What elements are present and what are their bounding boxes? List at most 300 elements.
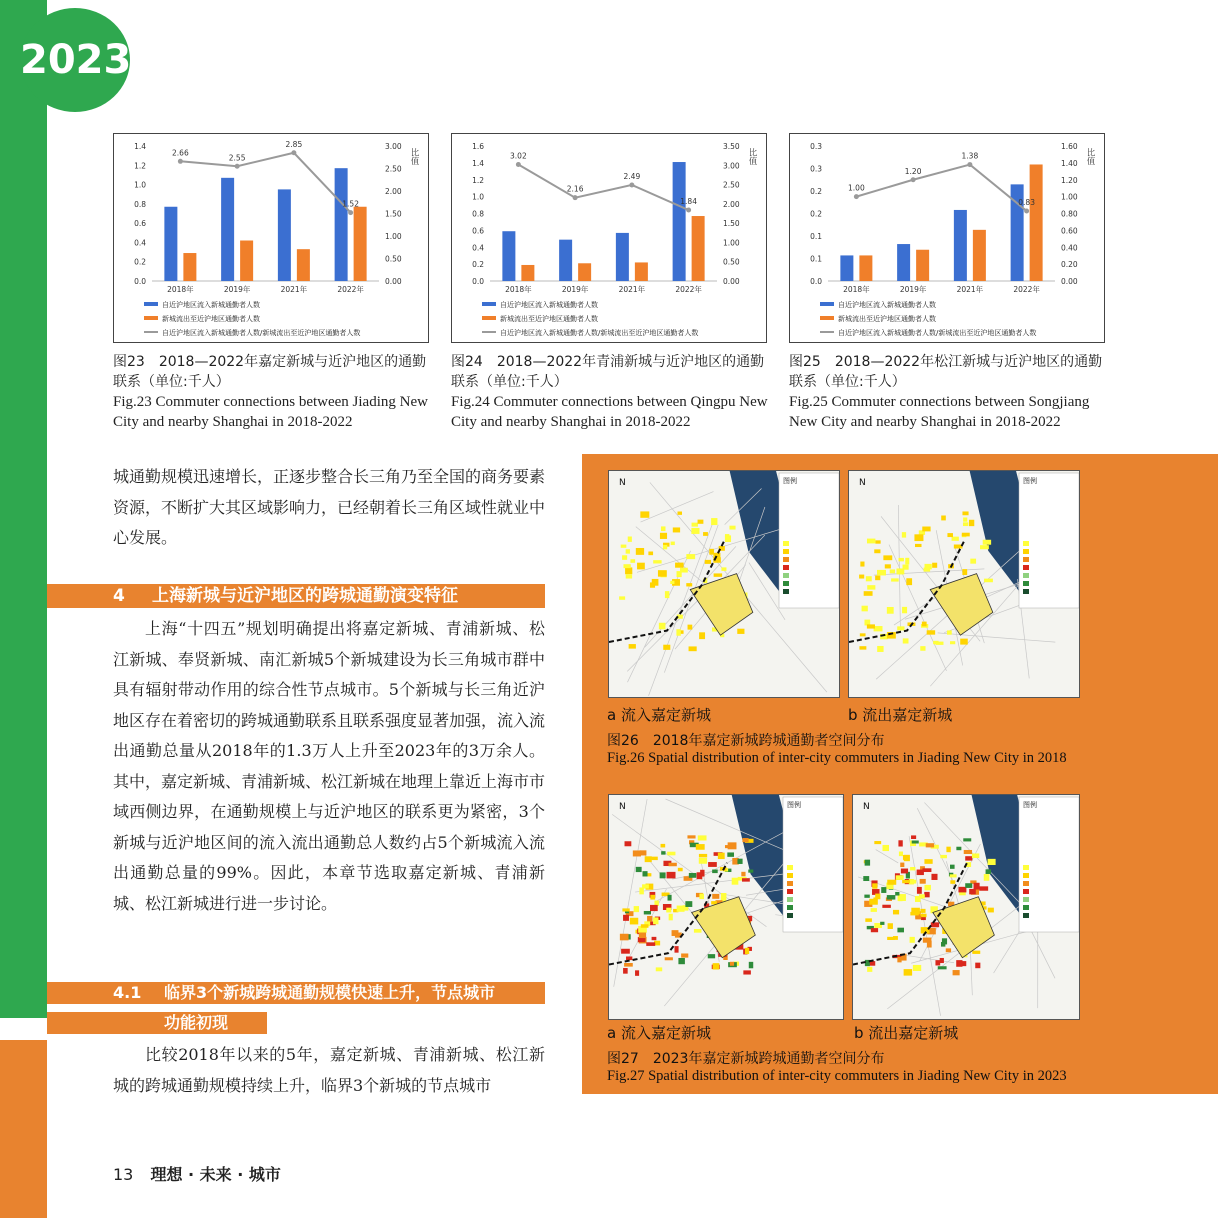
ratio-point (911, 177, 916, 182)
legend-label: 新城流出至近沪地区通勤者人数 (500, 315, 598, 323)
right-tick-label: 1.40 (1061, 158, 1078, 168)
commuter-density-cell (865, 918, 872, 922)
commuter-density-cell (963, 522, 968, 526)
side-bar-orange (0, 1040, 47, 1218)
commuter-density-cell (650, 895, 655, 900)
ratio-line (518, 165, 688, 211)
map-legend-swatch (787, 865, 793, 870)
commuter-density-cell (648, 551, 653, 555)
commuter-density-cell (946, 847, 950, 853)
map-legend-swatch (1023, 565, 1029, 570)
commuter-density-cell (670, 581, 674, 584)
commuter-density-cell (902, 607, 907, 613)
left-tick-label: 0.0 (134, 277, 146, 286)
commuter-density-cell (630, 559, 635, 563)
commuter-density-cell (626, 956, 632, 960)
commuter-density-cell (983, 540, 991, 545)
right-tick-label: 0.50 (723, 257, 740, 267)
bar-inflow (278, 189, 291, 281)
commuter-density-cell (748, 870, 753, 873)
chart-qingpu (451, 133, 767, 343)
ratio-point (291, 150, 296, 155)
commuter-density-cell (923, 938, 932, 943)
bar-inflow (897, 244, 910, 281)
commuter-density-cell (969, 520, 974, 526)
ratio-point (686, 208, 691, 213)
bar-inflow (221, 178, 234, 281)
map-2018-outflow (848, 470, 1080, 698)
commuter-density-cell (880, 922, 884, 925)
commuter-density-cell (935, 960, 940, 965)
fig27-caption-cn: 图27 2023年嘉定新城跨城通勤者空间分布 (607, 1051, 885, 1067)
map-legend-swatch (787, 905, 793, 910)
commuter-density-cell (947, 630, 952, 634)
commuter-density-cell (932, 563, 937, 568)
commuter-density-cell (883, 845, 889, 851)
ratio-point (573, 195, 578, 200)
commuter-density-cell (626, 549, 630, 553)
ratio-label: 0.83 (1018, 197, 1035, 207)
ratio-point (235, 164, 240, 169)
subsection-title-line2: 功能初现 (164, 1013, 229, 1032)
commuter-density-cell (678, 512, 682, 515)
commuter-density-cell (963, 517, 967, 521)
caption-fig24 (451, 352, 771, 432)
commuter-density-cell (860, 562, 864, 567)
commuter-density-cell (962, 511, 968, 515)
commuter-density-cell (860, 633, 866, 636)
commuter-density-cell (644, 911, 651, 914)
ratio-point (854, 194, 859, 199)
district-boundary (889, 545, 947, 671)
commuter-density-cell (946, 948, 951, 952)
left-tick-label: 0.3 (810, 164, 822, 174)
ratio-label: 1.52 (342, 199, 359, 209)
map-legend-swatch (783, 549, 789, 554)
map-legend-swatch (1023, 905, 1029, 910)
commuter-density-cell (980, 545, 989, 549)
right-tick-label: 3.50 (723, 142, 740, 151)
ratio-point (178, 159, 183, 164)
commuter-density-cell (689, 646, 697, 651)
commuter-density-cell (672, 930, 679, 936)
commuter-density-cell (650, 905, 658, 911)
left-tick-label: 0.6 (472, 226, 484, 236)
commuter-density-cell (641, 924, 649, 928)
commuter-density-cell (867, 585, 875, 589)
map-legend-swatch (1023, 889, 1029, 894)
subsection-title-line1: 临界3个新城跨城通勤规模快速上升，节点城市 (164, 983, 496, 1002)
left-tick-label: 0.0 (472, 277, 484, 286)
commuter-density-cell (979, 886, 988, 890)
map-2023-outflow (852, 794, 1080, 1020)
caption-fig25-cn: 图25 2018—2022年松江新城与近沪地区的通勤联系（单位:千人） (789, 354, 1103, 390)
map-legend-title: 图例 (1023, 801, 1037, 809)
commuter-density-cell (920, 909, 925, 913)
commuter-density-cell (912, 841, 919, 844)
commuter-density-cell (920, 879, 926, 884)
commuter-density-cell (902, 880, 910, 883)
commuter-density-cell (922, 527, 930, 532)
north-arrow-icon: N (619, 478, 626, 488)
commuter-density-cell (626, 574, 632, 578)
section-title: 上海新城与近沪地区的跨城通勤演变特征 (152, 586, 458, 606)
ratio-axis-label: 比值 (747, 148, 757, 165)
map-legend-swatch (1023, 897, 1029, 902)
ratio-label: 2.66 (172, 148, 189, 158)
right-tick-label: 1.50 (385, 209, 402, 219)
map-label-b-2023: b 流出嘉定新城 (854, 1024, 959, 1042)
map-legend-swatch (783, 557, 789, 562)
commuter-density-cell (898, 558, 903, 561)
commuter-density-cell (681, 953, 688, 957)
commuter-density-cell (699, 858, 707, 864)
commuter-density-cell (933, 641, 938, 644)
bar-outflow (183, 253, 196, 281)
commuter-density-cell (699, 893, 704, 899)
map-legend-title: 图例 (1023, 477, 1037, 485)
commuter-density-cell (864, 895, 869, 898)
commuter-density-cell (721, 567, 726, 571)
commuter-density-cell (942, 938, 947, 944)
commuter-density-cell (628, 536, 632, 541)
commuter-density-cell (686, 583, 692, 586)
bar-outflow (916, 250, 929, 281)
commuter-density-cell (904, 969, 912, 976)
commuter-density-cell (920, 914, 926, 917)
commuter-density-cell (913, 965, 921, 971)
commuter-density-cell (698, 835, 707, 840)
fig26-caption (607, 730, 1067, 767)
commuter-density-cell (950, 641, 955, 644)
commuter-density-cell (924, 892, 929, 897)
right-tick-label: 1.50 (723, 219, 740, 229)
right-tick-label: 0.60 (1061, 226, 1078, 236)
legend-swatch (482, 302, 496, 306)
commuter-density-cell (874, 841, 881, 844)
left-tick-label: 0.1 (810, 254, 822, 264)
commuter-density-cell (624, 963, 633, 967)
legend-swatch (144, 302, 158, 306)
commuter-density-cell (652, 579, 659, 586)
commuter-density-cell (676, 629, 680, 636)
legend-label: 自近沪地区流入新城通勤者人数 (500, 301, 598, 309)
commuter-density-cell (938, 966, 947, 969)
map-legend-swatch (787, 913, 793, 918)
map-legend-swatch (783, 589, 789, 594)
commuter-density-cell (924, 885, 930, 890)
commuter-density-cell (947, 533, 953, 537)
category-label: 2018年 (167, 285, 194, 294)
ratio-point (1024, 208, 1029, 213)
commuter-density-cell (623, 968, 628, 974)
map-legend-swatch (1023, 881, 1029, 886)
fig26-caption-cn: 图26 2018年嘉定新城跨城通勤者空间分布 (607, 733, 885, 749)
commuter-density-cell (673, 527, 680, 532)
commuter-density-cell (940, 958, 944, 963)
map-legend-swatch (783, 565, 789, 570)
year-badge: 2023 (20, 8, 130, 112)
category-label: 2021年 (280, 285, 308, 294)
district-boundary (649, 524, 713, 696)
caption-fig23-cn: 图23 2018—2022年嘉定新城与近沪地区的通勤联系（单位:千人） (113, 354, 427, 390)
commuter-density-cell (729, 526, 735, 530)
bar-outflow (297, 249, 310, 281)
commuter-density-cell (689, 873, 696, 878)
commuter-density-cell (941, 515, 946, 520)
bar-outflow (973, 230, 986, 281)
commuter-density-cell (699, 632, 705, 639)
bar-inflow (164, 207, 177, 281)
commuter-density-cell (925, 564, 932, 569)
legend-swatch (820, 316, 834, 320)
left-tick-label: 0.2 (134, 257, 146, 267)
commuter-density-cell (970, 559, 976, 564)
commuter-density-cell (713, 963, 720, 969)
caption-fig25-en: Fig.25 Commuter connections between Songjiang New City and nearby Shanghai in 2018-2022 (789, 394, 1090, 430)
commuter-density-cell (931, 874, 937, 880)
paragraph-2 (113, 614, 545, 919)
bar-outflow (859, 255, 872, 281)
map-2018-inflow (608, 470, 840, 698)
bar-inflow (673, 162, 686, 281)
legend-label: 新城流出至近沪地区通勤者人数 (162, 315, 260, 323)
category-label: 2018年 (505, 285, 532, 294)
bar-outflow (578, 263, 591, 281)
commuter-density-cell (859, 575, 864, 579)
north-arrow-icon: N (859, 478, 866, 488)
commuter-density-cell (621, 545, 627, 548)
commuter-density-cell (636, 867, 642, 872)
bar-inflow (502, 231, 515, 281)
commuter-density-cell (622, 555, 627, 560)
left-tick-label: 1.0 (134, 180, 146, 190)
commuter-density-cell (659, 623, 666, 630)
category-label: 2018年 (843, 285, 870, 294)
commuter-density-cell (896, 568, 904, 574)
commuter-density-cell (899, 852, 903, 857)
commuter-density-cell (743, 970, 751, 974)
right-tick-label: 0.50 (385, 254, 402, 264)
commuter-density-cell (669, 914, 673, 921)
commuter-density-cell (869, 899, 878, 905)
left-tick-label: 1.2 (472, 175, 484, 185)
commuter-density-cell (896, 875, 904, 880)
commuter-density-cell (640, 850, 647, 855)
commuter-density-cell (871, 928, 878, 932)
right-tick-label: 2.00 (723, 199, 740, 209)
commuter-density-cell (960, 639, 968, 645)
bar-inflow (616, 233, 629, 281)
chart-jiading (113, 133, 429, 343)
left-tick-label: 0.4 (472, 243, 484, 253)
commuter-density-cell (709, 549, 714, 555)
commuter-density-cell (677, 906, 685, 912)
bar-outflow (1030, 164, 1043, 281)
commuter-density-cell (652, 857, 658, 860)
ratio-label: 2.85 (285, 139, 303, 149)
journal-name: 理想 · 未来 · 城市 (150, 1165, 281, 1184)
commuter-density-cell (640, 511, 649, 517)
district-boundary (938, 633, 1056, 642)
commuter-density-cell (699, 854, 707, 857)
bar-outflow (635, 262, 648, 281)
commuter-density-cell (903, 638, 909, 643)
right-tick-label: 0.00 (723, 277, 740, 286)
commuter-density-cell (926, 843, 934, 847)
ratio-label: 1.00 (848, 183, 865, 193)
ratio-axis-label: 比值 (409, 148, 419, 165)
map-legend-box (1019, 797, 1079, 932)
map-label-b-2018: b 流出嘉定新城 (848, 706, 953, 724)
map-legend-swatch (1023, 573, 1029, 578)
commuter-density-cell (653, 560, 661, 563)
ratio-point (967, 162, 972, 167)
commuter-density-cell (867, 539, 875, 544)
commuter-density-cell (629, 644, 636, 649)
subsection-number: 4.1 (113, 983, 142, 1002)
left-tick-label: 1.2 (134, 161, 146, 171)
commuter-density-cell (737, 629, 744, 634)
bar-outflow (354, 207, 367, 281)
caption-fig23 (113, 352, 433, 432)
right-tick-label: 1.00 (723, 238, 740, 248)
ratio-point (629, 182, 634, 187)
ratio-label: 1.20 (904, 166, 922, 176)
commuter-density-cell (956, 847, 961, 850)
commuter-density-cell (931, 922, 939, 927)
map-panel (582, 454, 1218, 1094)
commuter-density-cell (698, 520, 704, 524)
commuter-density-cell (742, 838, 748, 842)
right-tick-label: 3.00 (723, 161, 740, 171)
commuter-density-cell (910, 937, 915, 943)
commuter-density-cell (875, 540, 880, 543)
commuter-density-cell (950, 874, 957, 877)
subsection-heading-4-1-cont (47, 1012, 267, 1034)
left-tick-label: 0.2 (472, 260, 484, 270)
category-label: 2022年 (337, 285, 364, 294)
commuter-density-cell (927, 630, 935, 634)
section-number: 4 (113, 586, 125, 606)
commuter-density-cell (696, 844, 705, 850)
side-bar-green (0, 0, 47, 1018)
commuter-density-cell (645, 856, 652, 862)
commuter-density-cell (881, 887, 886, 893)
commuter-density-cell (691, 528, 699, 534)
map-legend-swatch (787, 881, 793, 886)
commuter-density-cell (625, 567, 632, 574)
commuter-density-cell (962, 569, 967, 575)
commuter-density-cell (915, 544, 922, 547)
commuter-density-cell (958, 961, 966, 966)
commuter-density-cell (646, 942, 655, 946)
commuter-density-cell (902, 532, 906, 537)
legend-label: 新城流出至近沪地区通勤者人数 (838, 315, 936, 323)
ratio-label: 2.16 (566, 184, 584, 194)
commuter-density-cell (910, 867, 915, 870)
commuter-density-cell (901, 869, 908, 874)
commuter-density-cell (634, 906, 639, 912)
commuter-density-cell (749, 962, 753, 968)
district-boundary (641, 492, 714, 522)
legend-swatch (482, 316, 496, 320)
paragraph-3-text: 比较2018年以来的5年，嘉定新城、青浦新城、松江新城的跨城通勤规模持续上升，临界3个新城的节点城市 (113, 1045, 545, 1095)
left-tick-label: 1.4 (472, 158, 484, 168)
ratio-point (348, 210, 353, 215)
right-tick-label: 3.00 (385, 142, 402, 151)
commuter-density-cell (669, 863, 677, 866)
right-tick-label: 0.00 (1061, 277, 1078, 286)
right-tick-label: 0.00 (385, 277, 402, 286)
chart-songjiang (789, 133, 1105, 343)
commuter-density-cell (642, 871, 647, 876)
legend-label: 自近沪地区流入新城通勤者人数 (162, 301, 260, 309)
commuter-density-cell (893, 910, 899, 915)
commuter-density-cell (975, 963, 980, 969)
commuter-density-cell (972, 853, 979, 858)
category-label: 2021年 (956, 285, 984, 294)
commuter-density-cell (623, 564, 630, 568)
commuter-density-cell (984, 874, 990, 881)
left-tick-label: 0.6 (134, 219, 146, 229)
paragraph-2-text: 上海“十四五”规划明确提出将嘉定新城、青浦新城、松江新城、奉贤新城、南汇新城5个新城建设为长三角城市群中具有辐射带动作用的综合性节点城市。5个新城与长三角近沪地区存在着密切的跨城通勤联系且联系强度显著加强，流入流出通勤总量从2018年的1.3万人上升至2023年的3万余人。其中，嘉定新城、青浦新城、松江新城在地理上靠近上海市市域西侧边界，在通勤规模上与近沪地区的联系更为紧密，3个新城与近沪地区间的流入流出通勤总人数约占5个新城流入流出通勤总量的99%。因此，本章节选取嘉定新城、青浦新城、松江新城进行进一步讨论。 (113, 619, 546, 913)
commuter-density-cell (660, 533, 667, 539)
commuter-density-cell (972, 951, 980, 954)
commuter-density-cell (871, 908, 877, 912)
commuter-density-cell (888, 923, 893, 929)
commuter-density-cell (984, 579, 993, 583)
commuter-density-cell (630, 918, 638, 925)
ratio-axis-label: 比值 (1085, 148, 1095, 165)
bar-outflow (692, 216, 705, 281)
commuter-density-cell (708, 954, 715, 958)
commuter-density-cell (647, 916, 652, 922)
commuter-density-cell (661, 526, 666, 531)
legend-swatch (144, 316, 158, 320)
commuter-density-cell (737, 859, 742, 864)
left-tick-label: 1.6 (472, 142, 484, 151)
commuter-density-cell (887, 607, 894, 614)
commuter-density-cell (905, 558, 909, 565)
commuter-density-cell (636, 548, 644, 555)
page-footer (113, 1162, 281, 1185)
commuter-density-cell (622, 908, 629, 911)
commuter-density-cell (635, 970, 639, 976)
commuter-density-cell (745, 948, 749, 954)
commuter-density-cell (988, 859, 996, 865)
commuter-density-cell (950, 880, 955, 884)
right-tick-label: 1.00 (385, 232, 402, 241)
left-tick-label: 1.4 (134, 142, 146, 151)
commuter-density-cell (897, 626, 904, 630)
commuter-density-cell (865, 860, 870, 866)
commuter-density-cell (917, 887, 922, 894)
commuter-density-cell (962, 533, 970, 537)
commuter-density-cell (712, 894, 719, 899)
map-legend-swatch (783, 541, 789, 546)
bar-inflow (840, 255, 853, 281)
map-legend-box (779, 473, 839, 608)
right-tick-label: 0.80 (1061, 209, 1078, 219)
commuter-density-cell (986, 869, 991, 874)
fig26-caption-en: Fig.26 Spatial distribution of inter-city commuters in Jiading New City in 2018 (607, 750, 1067, 766)
commuter-density-cell (652, 937, 657, 940)
commuter-density-cell (867, 967, 872, 972)
commuter-density-cell (714, 573, 723, 576)
commuter-density-cell (963, 838, 971, 841)
commuter-density-cell (940, 855, 947, 858)
